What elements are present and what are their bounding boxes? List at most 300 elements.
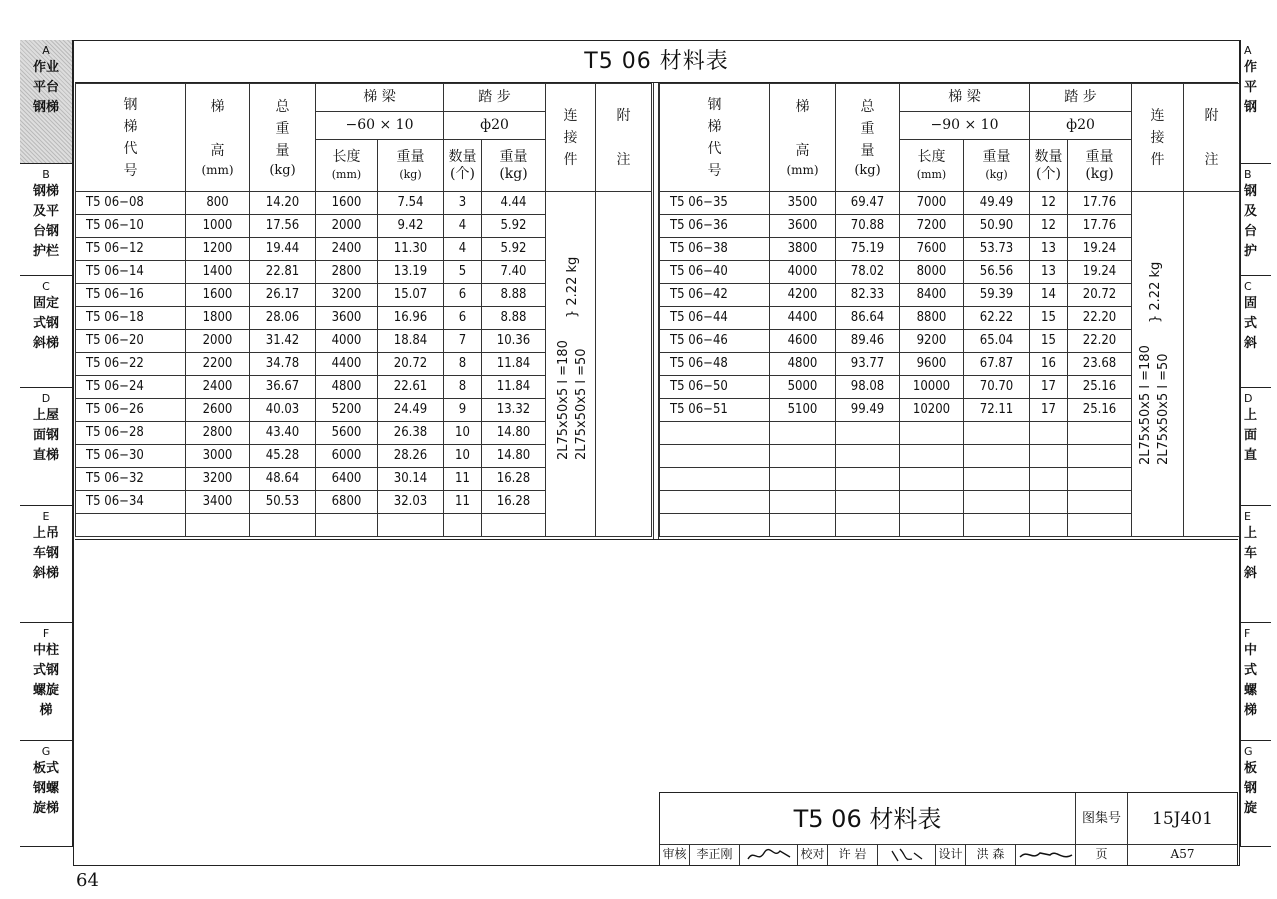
beam-weight-cell: 7.54 — [378, 192, 444, 215]
code-cell: T5 06−26 — [76, 399, 186, 422]
code-cell — [76, 514, 186, 537]
section-tab-letter: G — [1244, 745, 1253, 758]
code-cell: T5 06−08 — [76, 192, 186, 215]
step-weight-cell: 4.44 — [482, 192, 546, 215]
design-label: 设计 — [936, 845, 966, 865]
step-weight-cell: 8.88 — [482, 307, 546, 330]
code-cell: T5 06−50 — [660, 376, 770, 399]
section-tab-g[interactable] — [20, 741, 72, 847]
height-cell: 3600 — [770, 215, 836, 238]
connector-note-left-2: 2L75x50x5 l =50 — [574, 348, 589, 460]
qty-cell: 14 — [1030, 284, 1068, 307]
total-weight-cell — [836, 422, 900, 445]
qty-cell: 12 — [1030, 192, 1068, 215]
height-cell: 4600 — [770, 330, 836, 353]
qty-cell: 12 — [1030, 215, 1068, 238]
total-weight-cell: 45.28 — [250, 445, 316, 468]
code-cell — [660, 491, 770, 514]
section-tab-letter: B — [42, 168, 50, 181]
length-cell: 2000 — [316, 215, 378, 238]
header-total: 总 重 量 (kg) — [250, 84, 316, 192]
left-section-tabs — [20, 40, 73, 847]
height-cell: 800 — [186, 192, 250, 215]
beam-weight-cell: 9.42 — [378, 215, 444, 238]
section-tab-letter: C — [1244, 280, 1252, 293]
code-cell — [660, 514, 770, 537]
header-length: 长度 (mm) — [316, 140, 378, 192]
section-tab-c[interactable] — [1241, 276, 1271, 388]
length-cell — [900, 468, 964, 491]
total-weight-cell: 70.88 — [836, 215, 900, 238]
beam-weight-cell: 24.49 — [378, 399, 444, 422]
height-cell: 3500 — [770, 192, 836, 215]
qty-cell: 10 — [444, 445, 482, 468]
table-row — [76, 192, 652, 215]
height-cell: 2600 — [186, 399, 250, 422]
beam-weight-cell: 56.56 — [964, 261, 1030, 284]
total-weight-cell: 36.67 — [250, 376, 316, 399]
height-cell: 4400 — [770, 307, 836, 330]
qty-cell: 9 — [444, 399, 482, 422]
step-weight-cell: 11.84 — [482, 353, 546, 376]
note-cell — [596, 192, 652, 537]
code-cell: T5 06−16 — [76, 284, 186, 307]
step-weight-cell: 7.40 — [482, 261, 546, 284]
beam-weight-cell: 53.73 — [964, 238, 1030, 261]
step-weight-cell: 23.68 — [1068, 353, 1132, 376]
beam-weight-cell: 65.04 — [964, 330, 1030, 353]
code-cell: T5 06−20 — [76, 330, 186, 353]
total-weight-cell: 86.64 — [836, 307, 900, 330]
height-cell — [770, 445, 836, 468]
section-tab-label: 上吊 车钢 斜梯 — [32, 526, 59, 581]
length-cell: 1600 — [316, 192, 378, 215]
code-cell — [660, 422, 770, 445]
length-cell: 3600 — [316, 307, 378, 330]
height-cell: 3800 — [770, 238, 836, 261]
designer-signature — [1016, 845, 1076, 865]
section-tab-f[interactable] — [1241, 623, 1271, 741]
qty-cell: 5 — [444, 261, 482, 284]
section-tab-letter: F — [1244, 627, 1251, 640]
section-tab-a[interactable] — [1241, 40, 1271, 164]
height-cell: 1400 — [186, 261, 250, 284]
qty-cell: 13 — [1030, 261, 1068, 284]
beam-weight-cell: 30.14 — [378, 468, 444, 491]
height-cell: 4000 — [770, 261, 836, 284]
total-weight-cell: 43.40 — [250, 422, 316, 445]
height-cell — [770, 422, 836, 445]
step-weight-cell — [1068, 491, 1132, 514]
signature-1 — [740, 845, 798, 865]
qty-cell: 17 — [1030, 399, 1068, 422]
qty-cell: 13 — [1030, 238, 1068, 261]
beam-weight-cell: 50.90 — [964, 215, 1030, 238]
length-cell: 9200 — [900, 330, 964, 353]
total-weight-cell — [250, 514, 316, 537]
total-weight-cell: 93.77 — [836, 353, 900, 376]
step-weight-cell — [1068, 422, 1132, 445]
code-cell: T5 06−35 — [660, 192, 770, 215]
qty-cell: 4 — [444, 215, 482, 238]
qty-cell: 8 — [444, 376, 482, 399]
atlas-label: 图集号 — [1076, 793, 1128, 845]
section-tab-e[interactable] — [20, 506, 72, 623]
height-cell: 5000 — [770, 376, 836, 399]
section-tab-letter: D — [41, 392, 51, 405]
step-weight-cell: 22.20 — [1068, 307, 1132, 330]
header-beam: 梯 梁 — [316, 84, 444, 112]
header-note: 附 注 — [596, 84, 652, 192]
length-cell: 5600 — [316, 422, 378, 445]
section-tab-letter: B — [1244, 168, 1252, 181]
code-cell: T5 06−42 — [660, 284, 770, 307]
length-cell: 8800 — [900, 307, 964, 330]
code-cell: T5 06−14 — [76, 261, 186, 284]
step-weight-cell: 25.16 — [1068, 399, 1132, 422]
height-cell: 2800 — [186, 422, 250, 445]
length-cell — [900, 491, 964, 514]
total-weight-cell — [836, 468, 900, 491]
page-label: 页 — [1076, 845, 1128, 865]
qty-cell — [1030, 468, 1068, 491]
qty-cell: 6 — [444, 284, 482, 307]
qty-cell — [1030, 445, 1068, 468]
atlas-number: 15J401 — [1128, 793, 1237, 845]
beam-weight-cell — [964, 422, 1030, 445]
qty-cell: 17 — [1030, 376, 1068, 399]
total-weight-cell: 14.20 — [250, 192, 316, 215]
beam-weight-cell — [964, 491, 1030, 514]
total-weight-cell: 26.17 — [250, 284, 316, 307]
table-title: T5 06 材料表 — [75, 42, 1238, 83]
section-tab-g[interactable] — [1241, 741, 1271, 847]
length-cell: 10000 — [900, 376, 964, 399]
page-number: 64 — [76, 870, 99, 891]
section-tab-label: 上屋 面钢 直梯 — [32, 408, 59, 463]
header-weight: 重量 (kg) — [378, 140, 444, 192]
code-cell: T5 06−40 — [660, 261, 770, 284]
height-cell — [770, 491, 836, 514]
height-cell: 1600 — [186, 284, 250, 307]
qty-cell: 6 — [444, 307, 482, 330]
code-cell: T5 06−36 — [660, 215, 770, 238]
step-weight-cell: 13.32 — [482, 399, 546, 422]
section-tab-label: 中柱 式钢 螺旋 梯 — [32, 643, 59, 718]
total-weight-cell — [836, 445, 900, 468]
beam-weight-cell: 72.11 — [964, 399, 1030, 422]
material-table-right: 钢 梯 代 号 梯 高 (mm) 总 重 量 (kg) 梯 梁 踏 步 连 接 件 附 注 −90 × 10 ф20 长度 (mm) 重量 (kg) 数量 (个) 重量 (kg) T5 06−35 3500 69.47 7000 49.49 12 17.76 T5 06−36 3600 70.88 7200 50.90 12 17.76 T5 06−38 3800 75.19 7600 53.73 13 19.24 T5 06−40 4000 78.02 8000 56.56 13 19.24 T5 06−42 4200 82.33 8400 59.39 14 20.72 T5 06−44 4400 86.64 8800 62.22 15 22.20 T5 06−46 4600 89.46 9200 65.04 15 22.20 T5 06−48 4800 93.77 9600 67.87 16 23.68 T5 06−50 5000 98.08 10000 70.70 17 25.16 T5 06−51 5100 99.49 10200 72.11 17 25.16 — [659, 83, 1240, 537]
total-weight-cell: 17.56 — [250, 215, 316, 238]
section-tab-letter: A — [42, 44, 50, 57]
code-cell: T5 06−38 — [660, 238, 770, 261]
step-weight-cell: 5.92 — [482, 215, 546, 238]
length-cell — [900, 422, 964, 445]
total-weight-cell: 82.33 — [836, 284, 900, 307]
height-cell: 5100 — [770, 399, 836, 422]
total-weight-cell: 48.64 — [250, 468, 316, 491]
checker-name: 许 岩 — [828, 845, 878, 865]
beam-weight-cell — [964, 514, 1030, 537]
section-tab-b[interactable] — [20, 164, 72, 276]
step-weight-cell: 19.24 — [1068, 261, 1132, 284]
length-cell: 8000 — [900, 261, 964, 284]
code-cell: T5 06−44 — [660, 307, 770, 330]
title-block — [659, 792, 1238, 866]
section-tab-letter: D — [1244, 392, 1253, 405]
code-cell: T5 06−12 — [76, 238, 186, 261]
qty-cell: 10 — [444, 422, 482, 445]
length-cell: 4800 — [316, 376, 378, 399]
header-qty: 数量 (个) — [444, 140, 482, 192]
height-cell: 4800 — [770, 353, 836, 376]
qty-cell: 3 — [444, 192, 482, 215]
code-cell: T5 06−22 — [76, 353, 186, 376]
total-weight-cell: 69.47 — [836, 192, 900, 215]
designer-name: 洪 森 — [966, 845, 1016, 865]
height-cell: 3000 — [186, 445, 250, 468]
length-cell: 9600 — [900, 353, 964, 376]
code-cell: T5 06−18 — [76, 307, 186, 330]
step-weight-cell: 11.84 — [482, 376, 546, 399]
section-tab-letter: F — [42, 627, 50, 640]
height-cell: 1200 — [186, 238, 250, 261]
section-tab-label: 钢 及 台 护 — [1244, 184, 1258, 259]
step-weight-cell — [1068, 468, 1132, 491]
total-weight-cell: 28.06 — [250, 307, 316, 330]
height-cell: 1800 — [186, 307, 250, 330]
length-cell: 3200 — [316, 284, 378, 307]
step-weight-cell: 22.20 — [1068, 330, 1132, 353]
step-weight-cell: 16.28 — [482, 468, 546, 491]
step-weight-cell: 5.92 — [482, 238, 546, 261]
step-weight-cell — [482, 514, 546, 537]
step-weight-cell: 17.76 — [1068, 192, 1132, 215]
length-cell — [900, 445, 964, 468]
beam-spec-right: −90 × 10 — [900, 112, 1030, 140]
step-spec: ф20 — [444, 112, 546, 140]
length-cell: 2400 — [316, 238, 378, 261]
header-connector: 连 接 件 — [546, 84, 596, 192]
connector-note-right-2: 2L75x50x5 l =50 — [1156, 353, 1171, 465]
height-cell: 3400 — [186, 491, 250, 514]
step-weight-cell: 17.76 — [1068, 215, 1132, 238]
total-weight-cell — [836, 514, 900, 537]
total-weight-cell: 98.08 — [836, 376, 900, 399]
connector-note-left-1: 2L75x50x5 l =180 — [556, 340, 571, 460]
reviewer-signature — [740, 845, 798, 865]
height-cell: 2000 — [186, 330, 250, 353]
section-tab-label: 钢梯 及平 台钢 护栏 — [32, 184, 59, 259]
code-cell: T5 06−10 — [76, 215, 186, 238]
section-tab-letter: E — [1244, 510, 1251, 523]
code-cell: T5 06−34 — [76, 491, 186, 514]
total-weight-cell: 22.81 — [250, 261, 316, 284]
section-tab-label: 作业 平台 钢梯 — [32, 60, 59, 115]
signature-2 — [878, 845, 936, 865]
qty-cell: 4 — [444, 238, 482, 261]
total-weight-cell: 31.42 — [250, 330, 316, 353]
section-tab-label: 固 式 斜 — [1244, 296, 1258, 351]
section-tab-d[interactable] — [1241, 388, 1271, 506]
length-cell: 10200 — [900, 399, 964, 422]
height-cell: 1000 — [186, 215, 250, 238]
total-weight-cell: 75.19 — [836, 238, 900, 261]
beam-weight-cell: 67.87 — [964, 353, 1030, 376]
header-code — [76, 84, 186, 192]
section-tab-label: 板 钢 旋 — [1244, 761, 1258, 816]
code-cell: T5 06−30 — [76, 445, 186, 468]
step-weight-cell: 8.88 — [482, 284, 546, 307]
note-cell — [1184, 192, 1240, 537]
header-code-text: 钢 梯 代 号 — [123, 96, 138, 179]
total-weight-cell: 19.44 — [250, 238, 316, 261]
total-weight-cell — [836, 491, 900, 514]
step-weight-cell: 16.28 — [482, 491, 546, 514]
qty-cell: 11 — [444, 468, 482, 491]
beam-weight-cell: 16.96 — [378, 307, 444, 330]
section-tab-b[interactable] — [1241, 164, 1271, 276]
beam-weight-cell: 15.07 — [378, 284, 444, 307]
beam-weight-cell: 62.22 — [964, 307, 1030, 330]
total-weight-cell: 99.49 — [836, 399, 900, 422]
step-weight-cell: 14.80 — [482, 422, 546, 445]
total-weight-cell: 78.02 — [836, 261, 900, 284]
height-cell: 4200 — [770, 284, 836, 307]
total-weight-cell: 40.03 — [250, 399, 316, 422]
step-weight-cell — [1068, 445, 1132, 468]
section-tab-d[interactable] — [20, 388, 72, 506]
header-step: 踏 步 — [444, 84, 546, 112]
code-cell: T5 06−48 — [660, 353, 770, 376]
connector-weight-right: } 2.22 kg — [1148, 261, 1163, 323]
section-tab-label: 作 平 钢 — [1244, 60, 1258, 115]
section-tab-a[interactable] — [20, 40, 72, 164]
beam-weight-cell: 49.49 — [964, 192, 1030, 215]
height-cell — [186, 514, 250, 537]
length-cell: 6000 — [316, 445, 378, 468]
reviewer-name: 李正刚 — [690, 845, 740, 865]
height-cell: 2400 — [186, 376, 250, 399]
beam-weight-cell: 20.72 — [378, 353, 444, 376]
length-cell: 6400 — [316, 468, 378, 491]
qty-cell — [1030, 491, 1068, 514]
length-cell: 8400 — [900, 284, 964, 307]
beam-weight-cell: 22.61 — [378, 376, 444, 399]
review-label: 审核 — [660, 845, 690, 865]
section-tab-letter: G — [41, 745, 51, 758]
section-tab-letter: E — [42, 510, 50, 523]
step-weight-cell: 14.80 — [482, 445, 546, 468]
header-height: 梯 高 (mm) — [186, 84, 250, 192]
qty-cell: 11 — [444, 491, 482, 514]
page-code: A57 — [1170, 847, 1195, 861]
code-cell — [660, 468, 770, 491]
beam-weight-cell: 11.30 — [378, 238, 444, 261]
section-tab-letter: A — [1244, 44, 1252, 57]
section-tab-f[interactable] — [20, 623, 72, 741]
qty-cell: 15 — [1030, 307, 1068, 330]
beam-spec: −60 × 10 — [316, 112, 444, 140]
length-cell: 7200 — [900, 215, 964, 238]
section-tab-c[interactable] — [20, 276, 72, 388]
signature-3 — [1016, 845, 1076, 865]
length-cell: 5200 — [316, 399, 378, 422]
table-row — [660, 192, 1240, 215]
qty-cell — [1030, 514, 1068, 537]
header-step-weight: 重量 (kg) — [482, 140, 546, 192]
code-cell — [660, 445, 770, 468]
step-weight-cell: 20.72 — [1068, 284, 1132, 307]
beam-weight-cell: 70.70 — [964, 376, 1030, 399]
beam-weight-cell: 13.19 — [378, 261, 444, 284]
right-section-tabs — [1240, 40, 1271, 847]
beam-weight-cell — [964, 468, 1030, 491]
step-weight-cell: 25.16 — [1068, 376, 1132, 399]
length-cell: 7000 — [900, 192, 964, 215]
qty-cell: 8 — [444, 353, 482, 376]
qty-cell — [444, 514, 482, 537]
step-weight-cell: 19.24 — [1068, 238, 1132, 261]
qty-cell: 15 — [1030, 330, 1068, 353]
section-tab-label: 板式 钢螺 旋梯 — [32, 761, 59, 816]
section-tab-label: 上 面 直 — [1244, 408, 1258, 463]
step-weight-cell: 10.36 — [482, 330, 546, 353]
beam-weight-cell: 18.84 — [378, 330, 444, 353]
qty-cell — [1030, 422, 1068, 445]
code-cell: T5 06−28 — [76, 422, 186, 445]
length-cell: 2800 — [316, 261, 378, 284]
check-label: 校对 — [798, 845, 828, 865]
total-weight-cell: 34.78 — [250, 353, 316, 376]
qty-cell: 7 — [444, 330, 482, 353]
section-tab-e[interactable] — [1241, 506, 1271, 623]
length-cell — [316, 514, 378, 537]
height-cell — [770, 468, 836, 491]
height-cell: 3200 — [186, 468, 250, 491]
code-cell: T5 06−32 — [76, 468, 186, 491]
length-cell: 6800 — [316, 491, 378, 514]
beam-weight-cell — [378, 514, 444, 537]
length-cell: 7600 — [900, 238, 964, 261]
table-divider — [653, 83, 659, 540]
beam-weight-cell: 28.26 — [378, 445, 444, 468]
length-cell: 4000 — [316, 330, 378, 353]
code-cell: T5 06−24 — [76, 376, 186, 399]
beam-weight-cell: 26.38 — [378, 422, 444, 445]
checker-signature — [878, 845, 936, 865]
beam-weight-cell: 59.39 — [964, 284, 1030, 307]
code-cell: T5 06−46 — [660, 330, 770, 353]
total-weight-cell: 50.53 — [250, 491, 316, 514]
section-tab-label: 上 车 斜 — [1244, 526, 1258, 581]
step-weight-cell — [1068, 514, 1132, 537]
height-cell: 2200 — [186, 353, 250, 376]
beam-weight-cell — [964, 445, 1030, 468]
code-cell: T5 06−51 — [660, 399, 770, 422]
qty-cell: 16 — [1030, 353, 1068, 376]
length-cell: 4400 — [316, 353, 378, 376]
section-tab-letter: C — [42, 280, 50, 293]
beam-weight-cell: 32.03 — [378, 491, 444, 514]
total-weight-cell: 89.46 — [836, 330, 900, 353]
table-bottom-rule — [75, 539, 1238, 540]
connector-note-right-1: 2L75x50x5 l =180 — [1138, 345, 1153, 465]
connector-weight-left: } 2.22 kg — [565, 256, 580, 318]
height-cell — [770, 514, 836, 537]
section-tab-label: 固定 式钢 斜梯 — [32, 296, 59, 351]
section-tab-label: 中 式 螺 梯 — [1244, 643, 1258, 718]
